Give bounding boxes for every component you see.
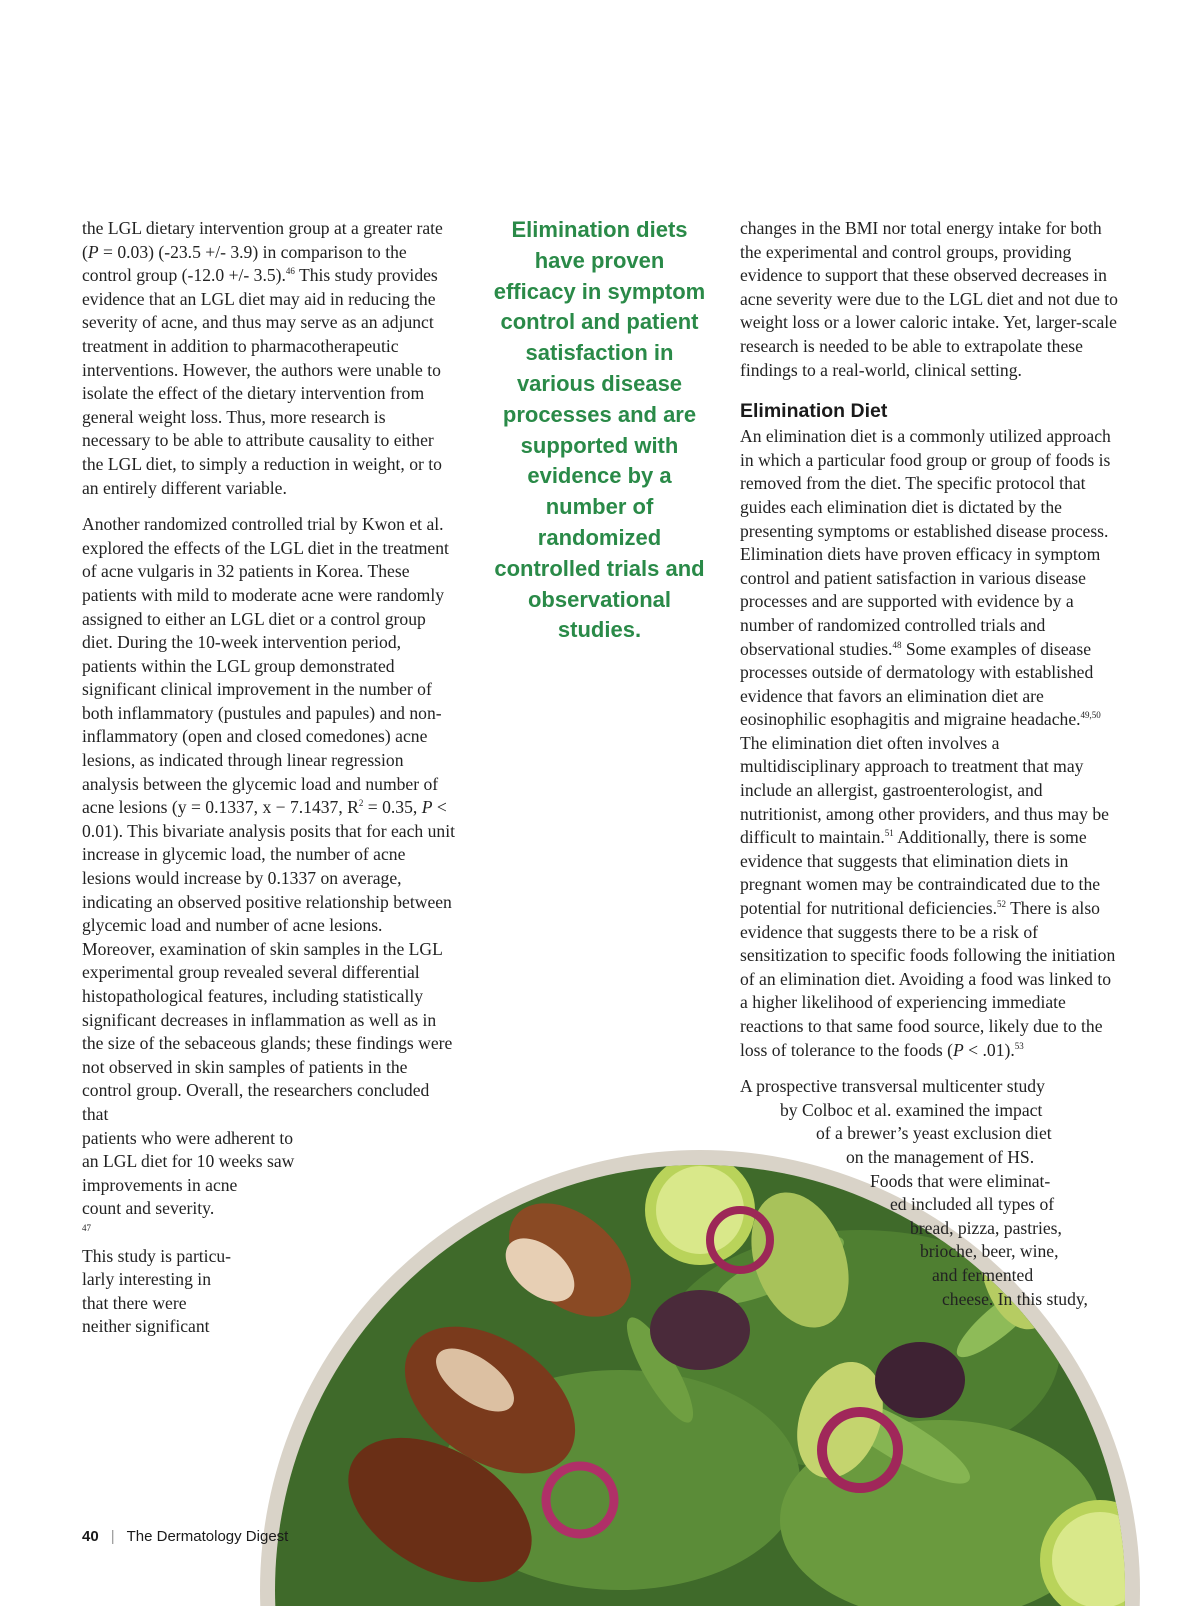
- paragraph: An elimination diet is a commonly utilized approach in which a particular food group or group of foods is removed from the diet. The specific protocol that guides each elimination diet is dictated by the presenting symptoms or established disease process. Elimination diets have proven efficacy in symptom control and patient satisfaction in various disease processes and are supported with evidence by a number of randomized controlled trials and observational studies.$^{48}$ Some examples of disease processes outside of dermatology with established evidence that favors an elimination diet are eosinophilic esophagitis and migraine headache.$^{49,50}$ The elimination diet often involves a multidisciplinary approach to treatment that may include an allergist, gastroenterologist, and nutritionist, among other providers, and thus may be difficult to maintain.$^{51}$ Additionally, there is some evidence that suggests that elimination diets in pregnant women may be contraindicated due to the potential for nutritional deficiencies.$^{52}$ There is also evidence that suggests there to be a risk of sensitization to specific foods following the initiation of an elimination diet. Avoiding a food was linked to a higher likelihood of experiencing immediate reactions to that same food source, likely due to the loss of tolerance to the foods (P < .01).$^{53}$: [740, 426, 1116, 1060]
- footer-separator: |: [110, 1528, 115, 1545]
- pull-quote: Elimination diets have proven efficacy in symptom control and patient satisfaction in various disease processes and are supported with evidence by a number of randomized controlled trials and observational studies.: [493, 217, 706, 643]
- paragraph: changes in the BMI nor total energy intake for both the experimental and control groups, providing evidence to support that these observed decreases in acne severity were due to the LGL diet and not due to weight loss or a lower caloric intake. Yet, larger-scale research is needed to be able to extrapolate these findings to a real-world, clinical setting.: [740, 218, 1118, 380]
- paragraph-wrap-around-photo: A prospective transversal multicenter study by Colboc et al. examined the impact of a brewer’s yeast exclusion diet on the management of HS. Foods that were eliminat- ed included all types of bread, pizza, pastries, brioche, beer, wine, and fermented cheese. In this study,: [740, 1076, 1088, 1309]
- page-number: 40: [82, 1528, 99, 1545]
- left-column: [82, 217, 457, 1339]
- section-heading: Elimination Diet: [740, 400, 888, 423]
- publication-name: The Dermatology Digest: [126, 1528, 289, 1545]
- right-column: [740, 217, 1120, 1311]
- paragraph: Another randomized controlled trial by Kwon et al. explored the effects of the LGL diet in the treatment of acne vulgaris in 32 patients in Korea. These patients with mild to moderate acne were randomly assigned to either an LGL diet or a control group diet. During the 10-week intervention period, patients within the LGL group demonstrated significant clinical improvement in the number of both inflammatory (pustules and papules) and non-inflammatory (open and closed comedones) acne lesions, as indicated through linear regression analysis between the glycemic load and number of acne lesions (y = 0.1337, x − 7.1437, $R^2 = 0.35$, P < 0.01). This bivariate analysis posits that for each unit increase in glycemic load, the number of acne lesions would increase by 0.1337 on average, indicating an observed positive relationship between glycemic load and number of acne lesions. Moreover, examination of skin samples in the LGL experimental group revealed several differential histopathological features, including statistically significant decreases in inflammation as well as in the size of the sebaceous glands; these findings were not observed in skin samples of patients in the control group. Overall, the researchers concluded that: [82, 514, 455, 1124]
- paragraph: the LGL dietary intervention group at a greater rate (P = 0.03) (-23.5 +/- 3.9) in comparison to the control group (-12.0 +/- 3.5).$^{46}$ This study provides evidence that an LGL diet may aid in reducing the severity of acne, and thus may serve as an adjunct treatment in addition to pharmacotherapeutic interventions. However, the authors were unable to isolate the effect of the dietary intervention from general weight loss. Thus, more research is necessary to be able to attribute causality to either the LGL diet, to simply a reduction in weight, or to an entirely different variable.: [82, 218, 443, 498]
- page-footer: [82, 1528, 288, 1545]
- paragraph-wrap-around-photo: patients who were adherent to an LGL diet for 10 weeks saw improvements in acne count and severity. $^{47}$ This study is particu- larly interesting in that there were neither significant: [82, 1127, 295, 1337]
